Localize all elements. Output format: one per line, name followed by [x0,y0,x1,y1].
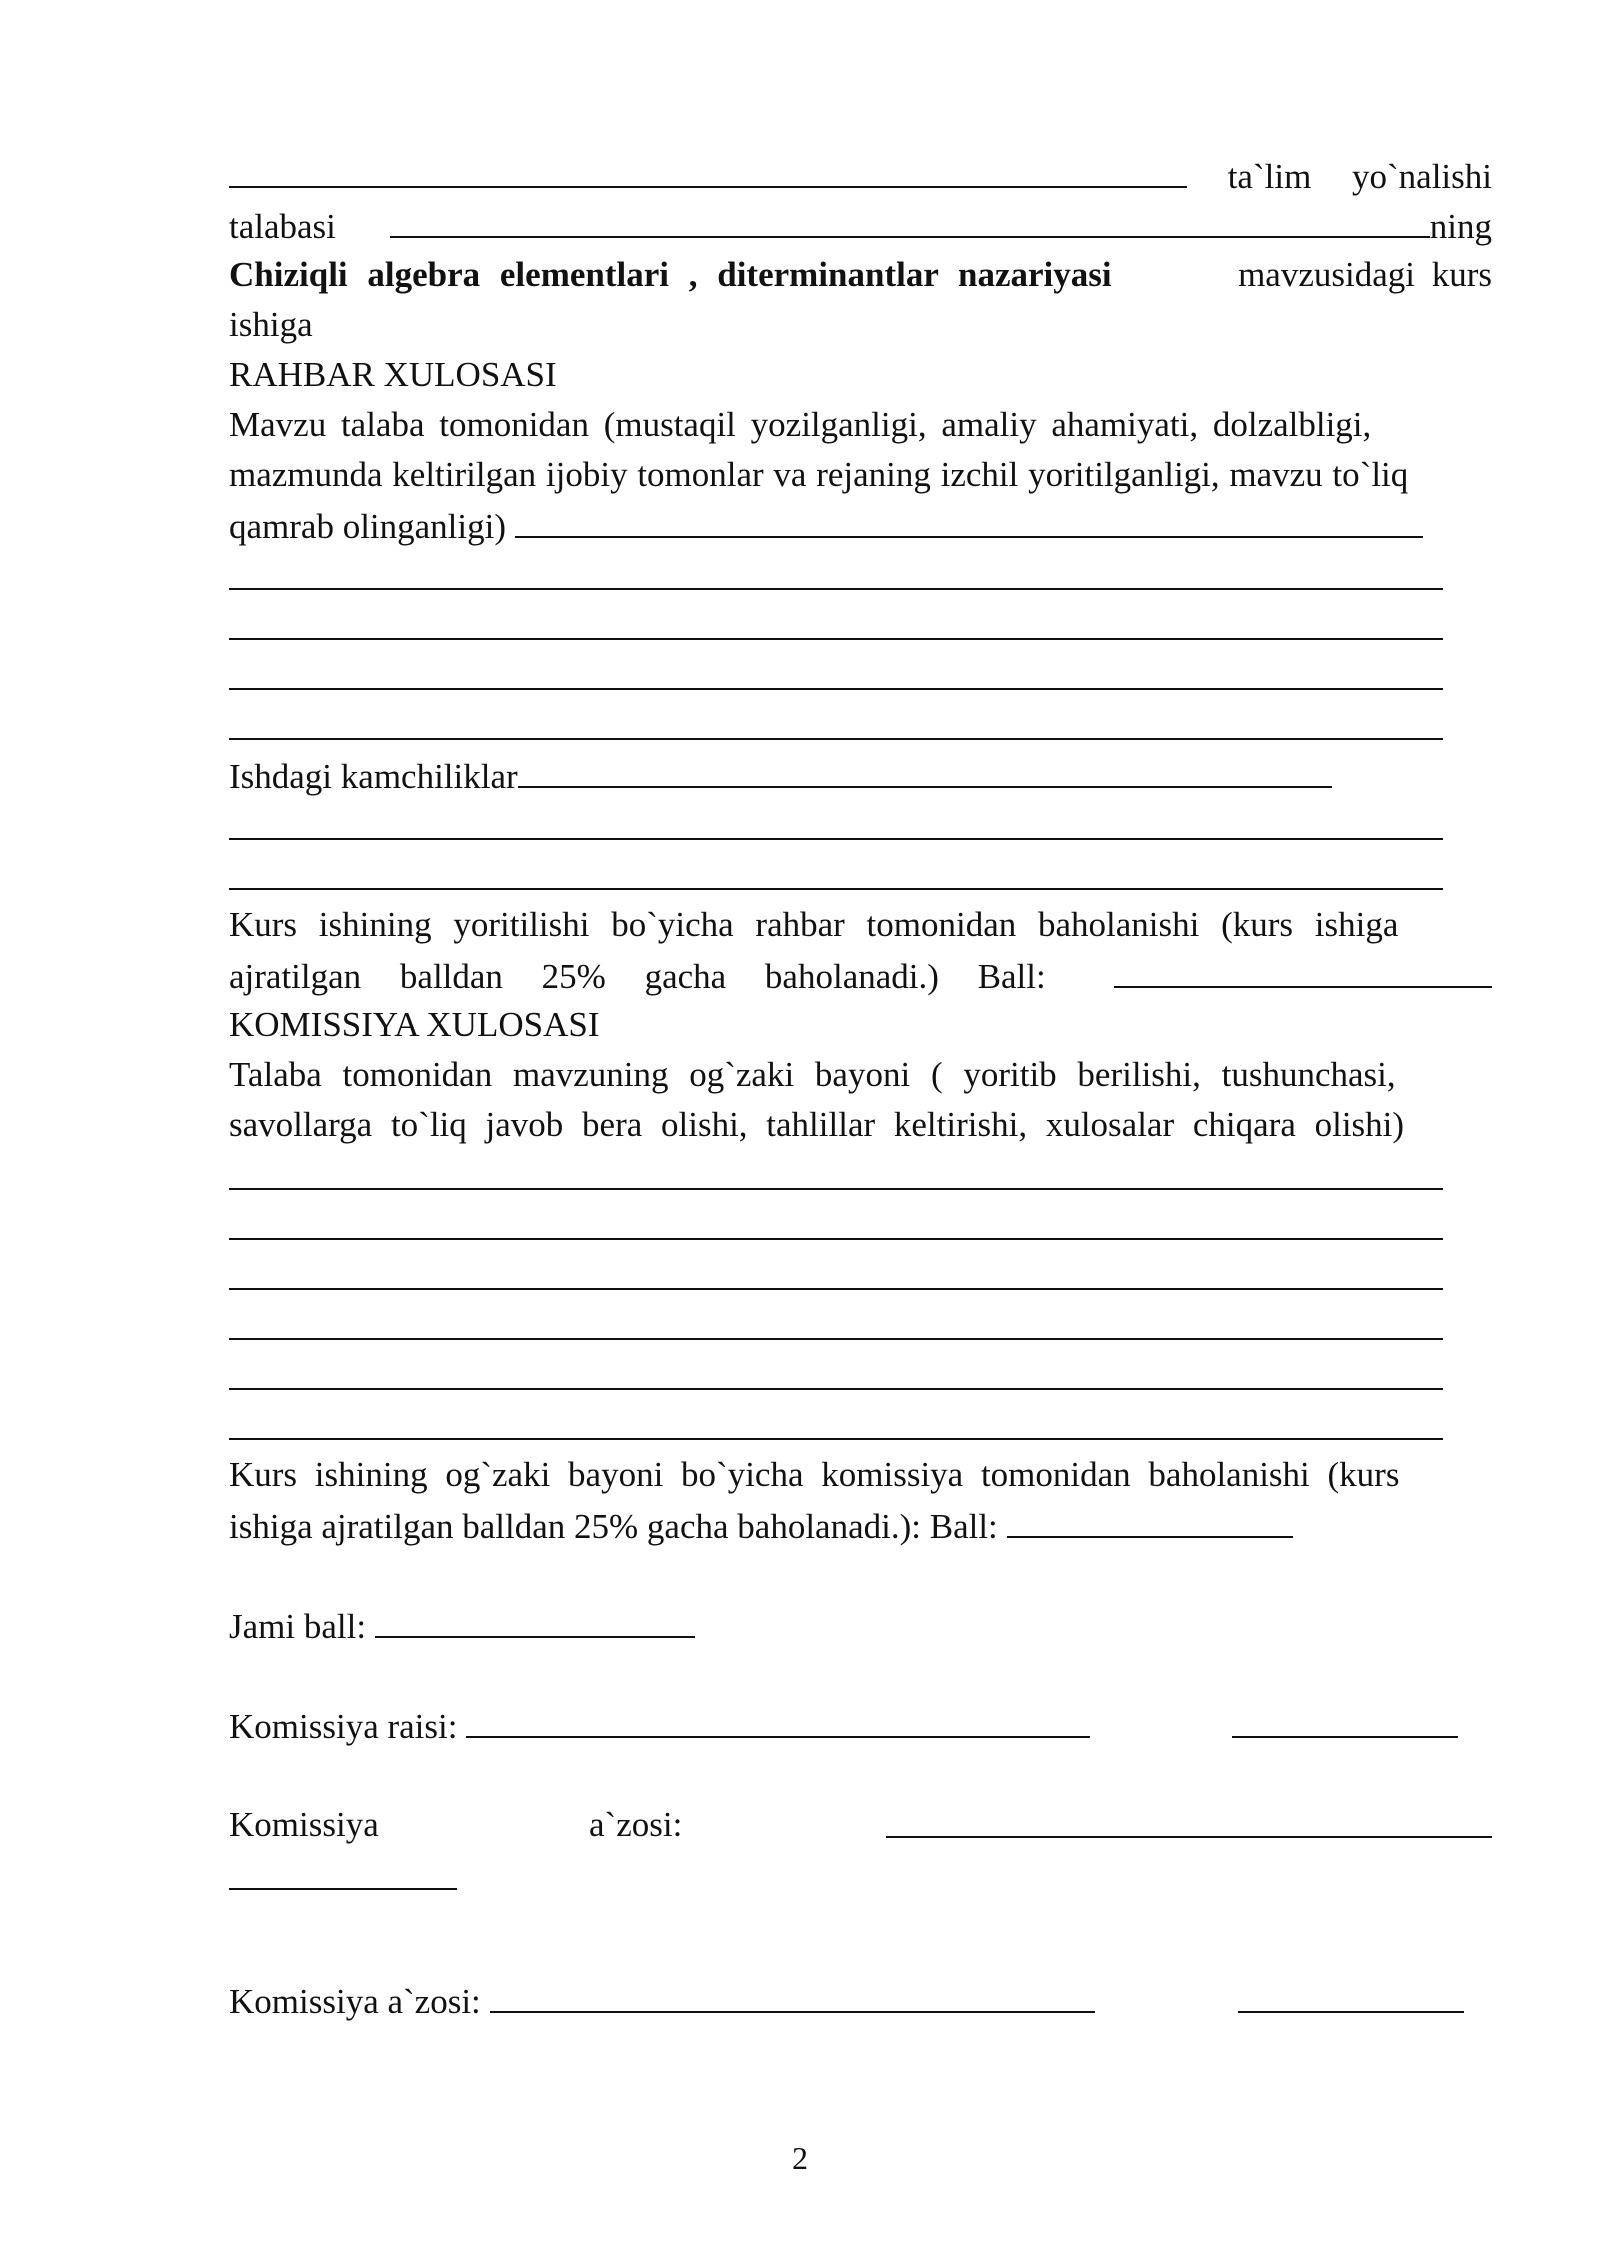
rahbar-baho-label: ajratilgan balldan 25% gacha baholanadi.) Ball: [229,957,1046,996]
direction-blank [229,150,1187,188]
rahbar-heading: RAHBAR XULOSASI [229,355,557,394]
rahbar-blank-line [229,738,1443,740]
raisi-label: Komissiya raisi: [229,1707,458,1746]
jami-ball-blank [375,1600,695,1638]
rahbar-blank-line [229,688,1443,690]
komissiya-baho-label: ishiga ajratilgan balldan 25% gacha baholanadi.): Ball: [229,1507,998,1546]
rahbar-ball-blank [1114,950,1492,988]
komissiya-baho-line-2 [229,1500,1492,1550]
kamchiliklar-blank-line [229,888,1443,890]
topic-title: Chiziqli algebra elementlari , diterminantlar nazariyasi [229,255,1112,294]
kamchiliklar-label: Ishdagi kamchiliklar [229,757,518,796]
rahbar-text-line-3 [229,500,1492,550]
rahbar-blank-line [229,588,1443,590]
azosi-2-signature-blank [1238,1975,1464,2013]
rahbar-text-line-3-label: qamrab olinganligi) [229,507,507,546]
ishiga-line: ishiga [229,305,313,344]
jami-ball-label: Jami ball: [229,1607,367,1646]
rahbar-answer-blank [515,500,1423,538]
azosi-word-1: Komissiya [229,1805,379,1844]
topic-line [229,250,1492,300]
topic-suffix: mavzusidagi kurs [1238,255,1492,294]
rahbar-baho-line-1: Kurs ishining yoritilishi bo`yicha rahbar tomonidan baholanishi (kurs ishiga [229,905,1399,944]
komissiya-blank-line [229,1188,1443,1190]
raisi-line [229,1700,1492,1750]
komissiya-text-line-1: Talaba tomonidan mavzuning og`zaki bayoni ( yoritib berilishi, tushunchasi, [229,1055,1396,1094]
azosi-line-1 [229,1800,1492,1850]
header-line-1 [229,150,1492,200]
talabasi-label: talabasi [229,207,336,246]
azosi-line-2 [229,1975,1492,2025]
header-line-2 [229,200,1492,250]
rahbar-baho-line-2 [229,950,1492,1000]
komissiya-blank-line [229,1288,1443,1290]
komissiya-blank-line [229,1238,1443,1240]
komissiya-baho-line-1: Kurs ishining og`zaki bayoni bo`yicha komissiya tomonidan baholanishi (kurs [229,1455,1400,1494]
komissiya-text-line-2: savollarga to`liq javob bera olishi, tahlillar keltirishi, xulosalar chiqara olishi) [229,1105,1405,1144]
raisi-signature-blank [1232,1700,1458,1738]
kamchiliklar-blank [518,750,1332,788]
azosi-2-name-blank [490,1975,1095,2013]
komissiya-blank-line [229,1338,1443,1340]
azosi-signature-blank [229,1888,457,1890]
kamchiliklar-line [229,750,1492,800]
page-number: 2 [792,2140,808,2176]
azosi-label: Komissiya a`zosi: [229,1982,481,2021]
rahbar-blank-line [229,638,1443,640]
rahbar-text-line-2: mazmunda keltirilgan ijobiy tomonlar va rejaning izchil yoritilganligi, mavzu to`liq [229,455,1409,494]
komissiya-blank-line [229,1388,1443,1390]
azosi-word-2: a`zosi: [589,1805,683,1844]
student-name-blank [390,200,1430,238]
ning-label: ning [1429,207,1492,246]
raisi-name-blank [466,1700,1090,1738]
komissiya-ball-blank [1007,1500,1293,1538]
talim-label: ta`lim [1227,157,1312,196]
jami-ball-line [229,1600,1492,1650]
kamchiliklar-blank-line [229,838,1443,840]
komissiya-heading: KOMISSIYA XULOSASI [229,1005,600,1044]
azosi-name-blank [886,1800,1492,1838]
komissiya-blank-line [229,1438,1443,1440]
yonalishi-label: yo`nalishi [1352,157,1492,196]
rahbar-text-line-1: Mavzu talaba tomonidan (mustaqil yozilganligi, amaliy ahamiyati, dolzalbligi, [229,405,1372,444]
